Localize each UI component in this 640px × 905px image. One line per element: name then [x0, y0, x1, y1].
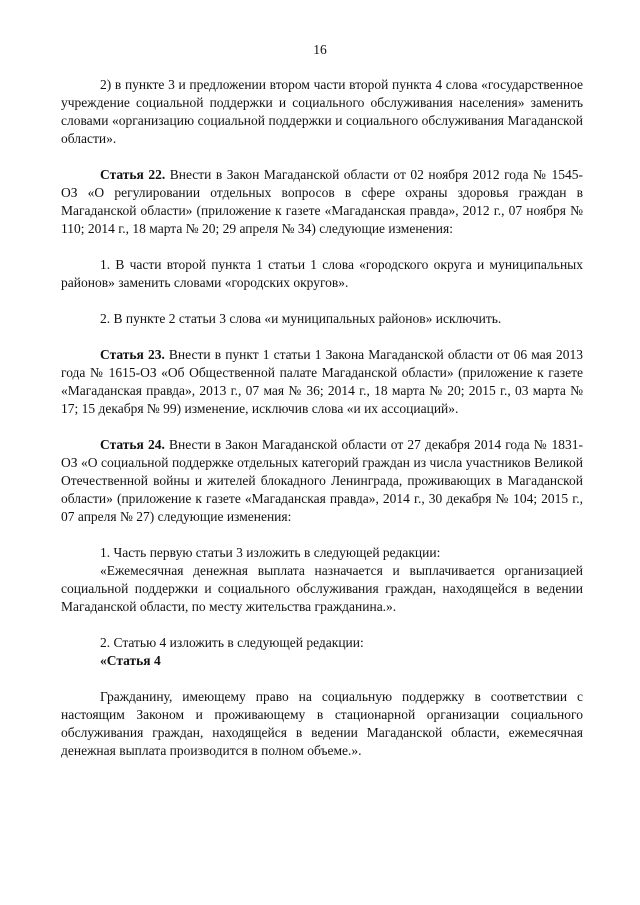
paragraph-text: Внести в пункт 1 статьи 1 Закона Магаданской области от 06 мая 2013 года № 1615-ОЗ «Об Общественной палате Магаданской области» (приложение к газете «Магаданская правда», 2013 г., 07 мая № 36; 2014 г., 18 марта № 20; 2015 г., 03 марта № 17; 15 декабря № 99) изменение, исключив слова «и их ассоциаций». [61, 347, 583, 416]
paragraph-text: Внести в Закон Магаданской области от 02 ноября 2012 года № 1545-ОЗ «О регулировании отдельных вопросов в сфере охраны здоровья граждан в Магаданской области» (приложение к газете «Магаданская правда», 2012 г., 07 ноября № 110; 2014 г., 18 марта № 20; 29 апреля № 34) следующие изменения: [61, 167, 583, 236]
paragraph-text: «Ежемесячная денежная выплата назначается и выплачивается организацией социальной поддержки и социального обслуживания граждан, находящейся в ведении Магаданской области, по месту жительства гражданина.». [61, 563, 583, 614]
article-22-intro [61, 166, 583, 238]
article-4-heading: «Статья 4 [100, 653, 161, 668]
quoted-article-4-text [61, 688, 583, 760]
paragraph-text: Внести в Закон Магаданской области от 27 декабря 2014 года № 1831-ОЗ «О социальной поддержке отдельных категорий граждан из числа участников Великой Отечественной войны и жителей блокадного Ленинграда, проживающих в Магаданской области» (приложение к газете «Магаданская правда», 2014 г., 30 декабря № 104; 2015 г., 07 апреля № 27) следующие изменения: [61, 437, 583, 524]
article-24-item-1-quote [61, 562, 583, 616]
article-24-item-1 [61, 544, 583, 562]
article-22-item-1 [61, 256, 583, 292]
paragraph-item-2 [61, 76, 583, 148]
article-24-item-2 [61, 634, 583, 652]
paragraph-text: 2. Статью 4 изложить в следующей редакции: [100, 635, 364, 650]
article-23-heading: Статья 23. [100, 347, 165, 362]
article-23 [61, 346, 583, 418]
page-number: 16 [313, 42, 327, 57]
quoted-article-4-heading [61, 652, 583, 670]
paragraph-text: 1. В части второй пункта 1 статьи 1 слова «городского округа и муниципальных районов» заменить словами «городских округов». [61, 257, 583, 290]
article-24-heading: Статья 24. [100, 437, 165, 452]
paragraph-text: 2) в пункте 3 и предложении втором части второй пункта 4 слова «государственное учреждение социальной поддержки и социального обслуживания населения» заменить словами «организацию социальной поддержки и социального обслуживания Магаданской области». [61, 77, 583, 146]
document-body [61, 76, 583, 778]
paragraph-text: 1. Часть первую статьи 3 изложить в следующей редакции: [100, 545, 441, 560]
paragraph-text: 2. В пункте 2 статьи 3 слова «и муниципальных районов» исключить. [100, 311, 502, 326]
article-22-heading: Статья 22. [100, 167, 166, 182]
paragraph-text: Гражданину, имеющему право на социальную поддержку в соответствии с настоящим Законом и проживающему в стационарной организации социального обслуживания граждан, находящейся в ведении Магаданской области, ежемесячная денежная выплата производится в полном объеме.». [61, 689, 583, 758]
article-24-intro [61, 436, 583, 526]
article-22-item-2 [61, 310, 583, 328]
